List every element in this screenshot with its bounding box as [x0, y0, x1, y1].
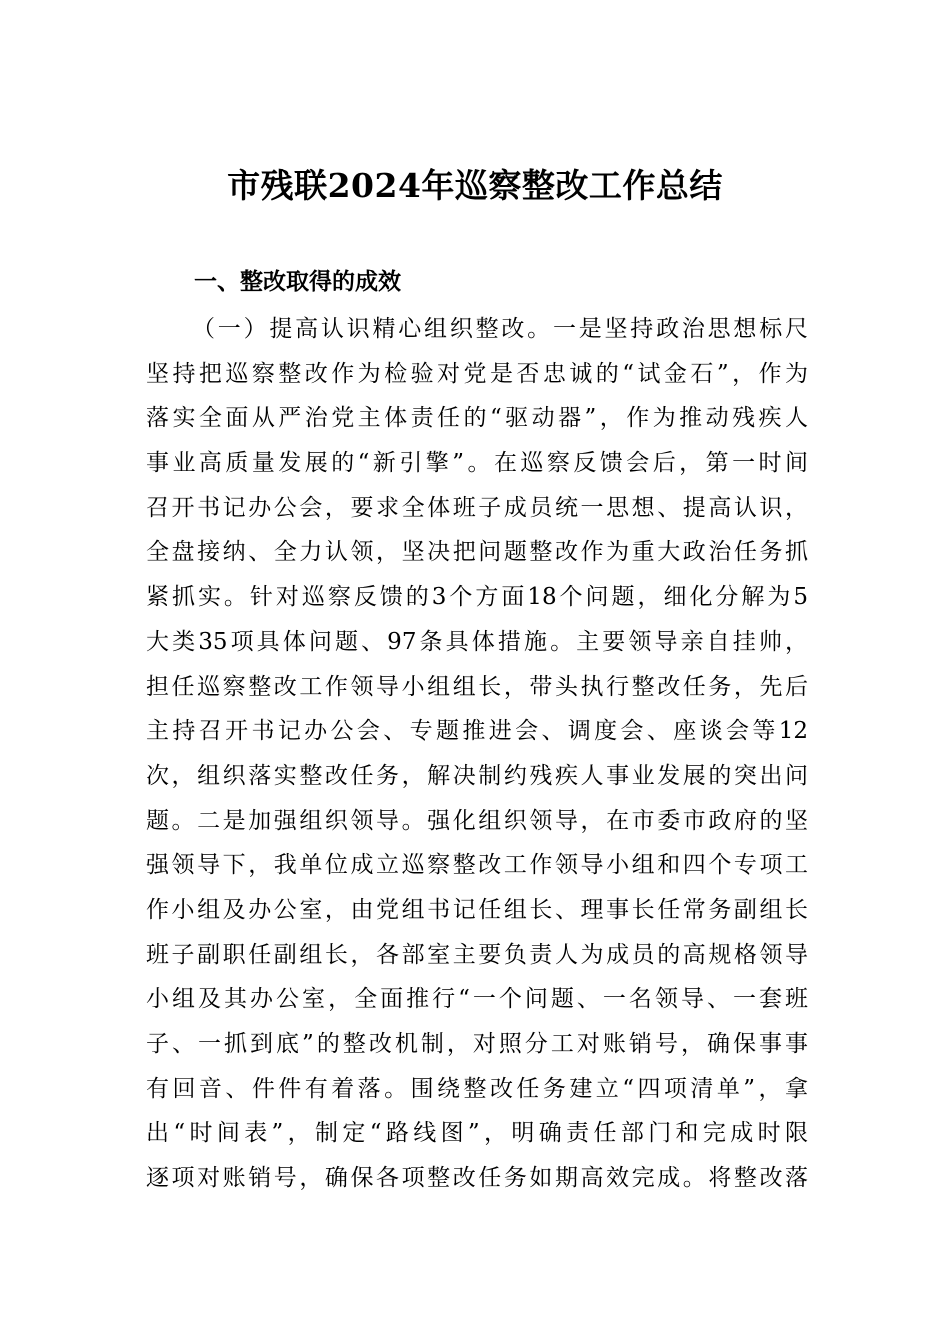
paragraph-line: 班子副职任副组长，各部室主要负责人为成员的高规格领导 — [146, 941, 808, 968]
paragraph-line: 逐项对账销号，确保各项整改任务如期高效完成。将整改落 — [146, 1165, 808, 1192]
paragraph-line: 次，组织落实整改任务，解决制约残疾人事业发展的突出问 — [146, 762, 808, 789]
paragraph-line: 出“时间表”，制定“路线图”，明确责任部门和完成时限 — [146, 1120, 808, 1147]
section-heading: 一、整改取得的成效 — [194, 269, 401, 295]
paragraph-line: （一）提高认识精心组织整改。一是坚持政治思想标尺 — [192, 316, 808, 342]
body-paragraph — [146, 307, 808, 1201]
paragraph-line: 担任巡察整改工作领导小组组长，带头执行整改任务，先后 — [146, 673, 808, 700]
paragraph-line: 有回音、件件有着落。围绕整改任务建立“四项清单”，拿 — [146, 1075, 808, 1102]
paragraph-line: 大类35项具体问题、97条具体措施。主要领导亲自挂帅， — [146, 628, 808, 655]
paragraph-line: 题。二是加强组织领导。强化组织领导，在市委市政府的坚 — [146, 807, 808, 834]
paragraph-line: 主持召开书记办公会、专题推进会、调度会、座谈会等12 — [146, 718, 808, 745]
paragraph-line: 全盘接纳、全力认领，坚决把问题整改作为重大政治任务抓 — [146, 539, 808, 566]
paragraph-line: 小组及其办公室，全面推行“一个问题、一名领导、一套班 — [146, 986, 808, 1013]
paragraph-line: 作小组及办公室，由党组书记任组长、理事长任常务副组长 — [146, 896, 808, 923]
paragraph-line: 强领导下，我单位成立巡察整改工作领导小组和四个专项工 — [146, 852, 808, 879]
paragraph-line: 事业高质量发展的“新引擎”。在巡察反馈会后，第一时间 — [146, 450, 808, 477]
paragraph-line: 子、一抓到底”的整改机制，对照分工对账销号，确保事事 — [146, 1031, 808, 1057]
document-title: 市残联2024年巡察整改工作总结 — [227, 166, 723, 205]
paragraph-line: 召开书记办公会，要求全体班子成员统一思想、提高认识， — [146, 494, 808, 521]
paragraph-line: 坚持把巡察整改作为检验对党是否忠诚的“试金石”，作为 — [146, 360, 808, 387]
paragraph-line: 紧抓实。针对巡察反馈的3个方面18个问题，细化分解为5 — [146, 584, 808, 611]
paragraph-line: 落实全面从严治党主体责任的“驱动器”，作为推动残疾人 — [146, 405, 808, 432]
